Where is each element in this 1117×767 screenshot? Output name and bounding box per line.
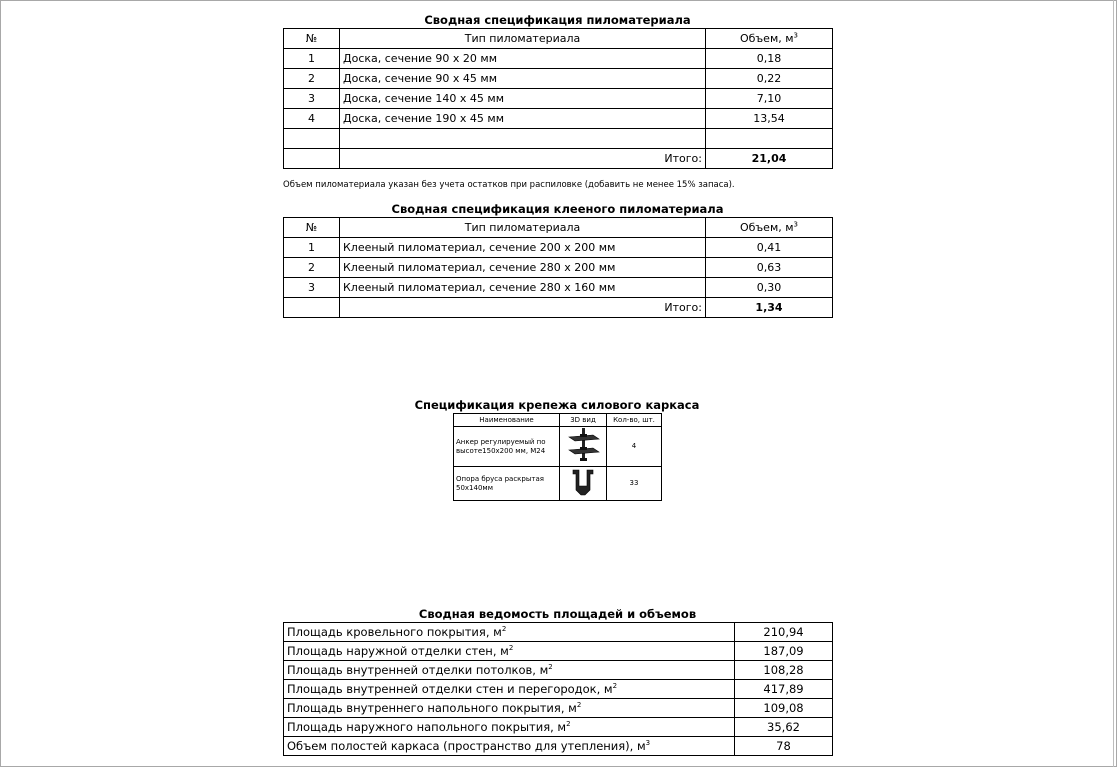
header-type: Тип пиломатериала: [340, 29, 706, 49]
header-volume: Объем, $м^3$: [706, 218, 833, 238]
total-row: [284, 149, 833, 169]
row-value: 210,94: [735, 623, 833, 642]
total-label: Итого:: [340, 149, 706, 169]
areas-spec-title: Сводная ведомость площадей и объемов: [418, 607, 697, 621]
table-row: [284, 89, 833, 109]
header-name: Наименование: [454, 414, 560, 427]
row-label: Площадь внутреннего напольного покрытия, $м^2$: [284, 699, 735, 718]
table-row: [284, 109, 833, 129]
row-volume: 7,10: [706, 89, 833, 109]
adjustable-anchor-icon: [563, 428, 603, 462]
row-type: Клееный пиломатериал, сечение 280 х 200 мм: [340, 258, 706, 278]
empty-row: [284, 129, 833, 149]
table-row: [284, 737, 833, 756]
row-label: Объем полостей каркаса (пространство для утепления), $м^3$: [284, 737, 735, 756]
row-volume: 0,63: [706, 258, 833, 278]
glulam-spec-title: Сводная спецификация клееного пиломатериала: [391, 202, 724, 216]
row-name: Опора бруса раскрытая 50х140мм: [454, 467, 560, 501]
row-view: [560, 467, 607, 501]
row-type: Доска, сечение 90 х 20 мм: [340, 49, 706, 69]
beam-support-icon: [563, 468, 603, 496]
row-label: Площадь кровельного покрытия, $м^2$: [284, 623, 735, 642]
table-row: [284, 278, 833, 298]
row-qty: 4: [607, 427, 662, 467]
row-name: Анкер регулируемый по высоте150х200 мм, М24: [454, 427, 560, 467]
table-row: [454, 467, 662, 501]
table-row: [284, 49, 833, 69]
row-value: 35,62: [735, 718, 833, 737]
row-value: 108,28: [735, 661, 833, 680]
total-value: 21,04: [706, 149, 833, 169]
row-value: 78: [735, 737, 833, 756]
lumber-note: Объем пиломатериала указан без учета остатков при распиловке (добавить не менее 15% запаса).: [283, 180, 735, 190]
areas-spec-table: [283, 622, 833, 756]
row-type: Доска, сечение 90 х 45 мм: [340, 69, 706, 89]
row-qty: 33: [607, 467, 662, 501]
header-volume: Объем, $м^3$: [706, 29, 833, 49]
row-label: Площадь внутренней отделки потолков, $м^2$: [284, 661, 735, 680]
row-volume: 13,54: [706, 109, 833, 129]
row-label: Площадь наружного напольного покрытия, $м^2$: [284, 718, 735, 737]
lumber-spec-table: [283, 28, 833, 169]
row-value: 109,08: [735, 699, 833, 718]
header-view: 3D вид: [560, 414, 607, 427]
page-edge: [1113, 0, 1114, 767]
glulam-spec-table: [283, 217, 833, 318]
row-num: 3: [284, 278, 340, 298]
row-value: 417,89: [735, 680, 833, 699]
total-label: Итого:: [340, 298, 706, 318]
table-row: [284, 718, 833, 737]
table-row: [284, 699, 833, 718]
table-header-row: [284, 29, 833, 49]
fastener-spec-table: [453, 413, 662, 501]
row-label: Площадь наружной отделки стен, $м^2$: [284, 642, 735, 661]
header-num: №: [284, 29, 340, 49]
row-num: 2: [284, 69, 340, 89]
row-num: 3: [284, 89, 340, 109]
row-volume: 0,18: [706, 49, 833, 69]
row-type: Доска, сечение 190 х 45 мм: [340, 109, 706, 129]
table-row: [284, 623, 833, 642]
row-type: Клееный пиломатериал, сечение 200 х 200 мм: [340, 238, 706, 258]
row-value: 187,09: [735, 642, 833, 661]
header-num: №: [284, 218, 340, 238]
table-row: [284, 661, 833, 680]
total-row: [284, 298, 833, 318]
fastener-spec-title: Спецификация крепежа силового каркаса: [414, 398, 700, 412]
table-row: [284, 69, 833, 89]
row-volume: 0,41: [706, 238, 833, 258]
row-num: 1: [284, 49, 340, 69]
row-volume: 0,30: [706, 278, 833, 298]
row-num: 2: [284, 258, 340, 278]
table-row: [454, 427, 662, 467]
row-label: Площадь внутренней отделки стен и перегородок, $м^2$: [284, 680, 735, 699]
table-header-row: [454, 414, 662, 427]
table-row: [284, 642, 833, 661]
table-header-row: [284, 218, 833, 238]
table-row: [284, 258, 833, 278]
table-row: [284, 680, 833, 699]
header-qty: Кол-во, шт.: [607, 414, 662, 427]
row-view: [560, 427, 607, 467]
row-volume: 0,22: [706, 69, 833, 89]
total-value: 1,34: [706, 298, 833, 318]
row-num: 4: [284, 109, 340, 129]
row-type: Клееный пиломатериал, сечение 280 х 160 мм: [340, 278, 706, 298]
header-type: Тип пиломатериала: [340, 218, 706, 238]
lumber-spec-title: Сводная спецификация пиломатериала: [424, 13, 691, 27]
table-row: [284, 238, 833, 258]
row-num: 1: [284, 238, 340, 258]
row-type: Доска, сечение 140 х 45 мм: [340, 89, 706, 109]
